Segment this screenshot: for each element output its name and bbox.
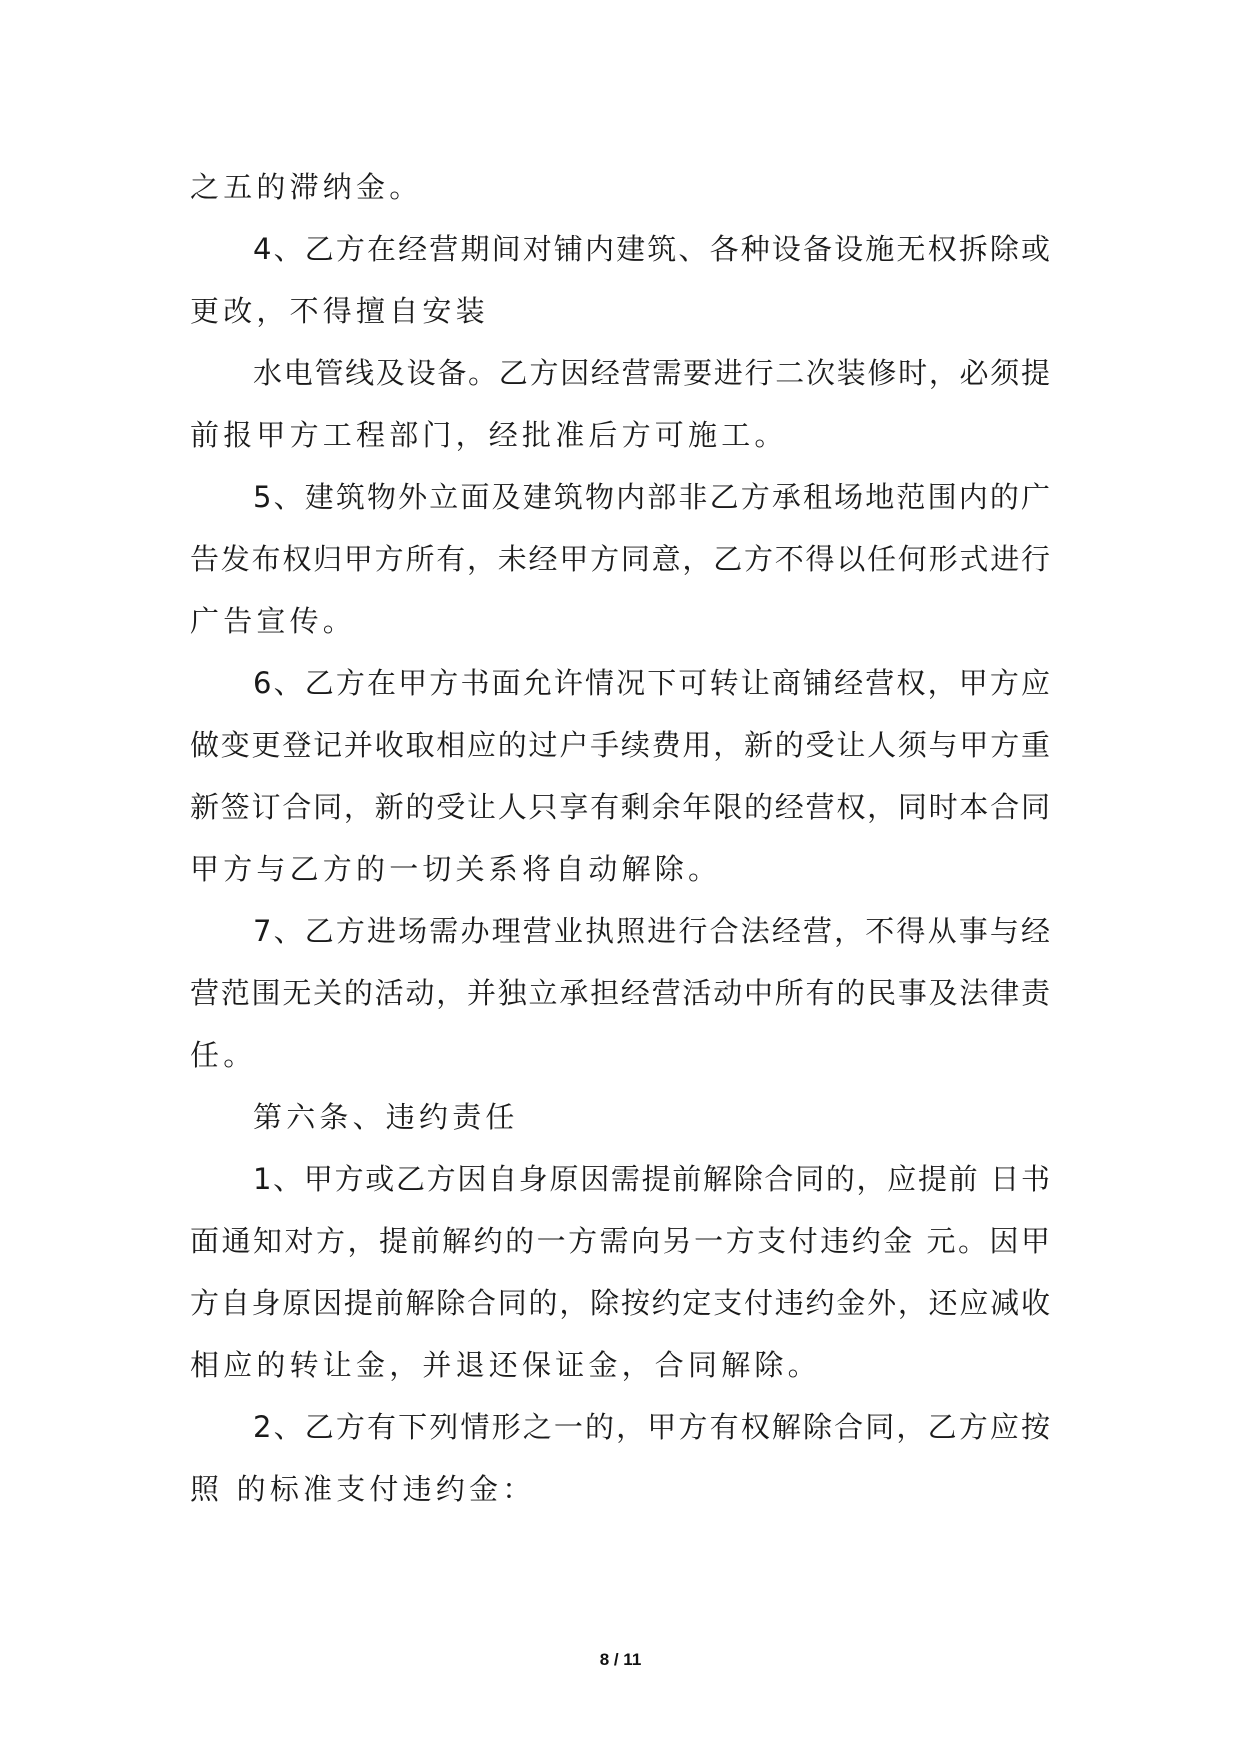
paragraph-line: 告发布权归甲方所有，未经甲方同意，乙方不得以任何形式进行 (190, 542, 1050, 576)
paragraph-line: 6、乙方在甲方书面允许情况下可转让商铺经营权，甲方应 (253, 666, 1050, 700)
paragraph-line: 7、乙方进场需办理营业执照进行合法经营，不得从事与经 (253, 914, 1050, 948)
paragraph-line: 2、乙方有下列情形之一的，甲方有权解除合同，乙方应按 (253, 1410, 1050, 1444)
paragraph-line: 面通知对方，提前解约的一方需向另一方支付违约金 元。因甲 (190, 1224, 1050, 1258)
paragraph-line: 任。 (190, 1038, 257, 1072)
page-number: 8 / 11 (599, 1650, 642, 1669)
body-text (190, 156, 1050, 1520)
paragraph-line: 4、乙方在经营期间对铺内建筑、各种设备设施无权拆除或 (253, 232, 1050, 266)
paragraph-line: 更改，不得擅自安装 (190, 294, 489, 328)
paragraph-line: 广告宣传。 (190, 604, 357, 638)
paragraph-line: 照 的标准支付违约金： (190, 1472, 536, 1506)
paragraph-line: 前报甲方工程部门，经批准后方可施工。 (190, 418, 788, 452)
paragraph-line: 水电管线及设备。乙方因经营需要进行二次装修时，必须提 (253, 356, 1050, 390)
paragraph-line: 之五的滞纳金。 (190, 170, 423, 204)
paragraph-line: 做变更登记并收取相应的过户手续费用，新的受让人须与甲方重 (190, 728, 1050, 762)
paragraph-line: 营范围无关的活动，并独立承担经营活动中所有的民事及法律责 (190, 976, 1050, 1010)
paragraph-line: 方自身原因提前解除合同的，除按约定支付违约金外，还应减收 (190, 1286, 1050, 1320)
section-heading: 第六条、违约责任 (253, 1100, 519, 1134)
paragraph-line: 5、建筑物外立面及建筑物内部非乙方承租场地范围内的广 (253, 480, 1050, 514)
paragraph-line: 1、甲方或乙方因自身原因需提前解除合同的，应提前 日书 (253, 1162, 1050, 1196)
paragraph-line: 新签订合同，新的受让人只享有剩余年限的经营权，同时本合同 (190, 790, 1050, 824)
paragraph-line: 相应的转让金，并退还保证金，合同解除。 (190, 1348, 821, 1382)
paragraph-line: 甲方与乙方的一切关系将自动解除。 (190, 852, 722, 886)
